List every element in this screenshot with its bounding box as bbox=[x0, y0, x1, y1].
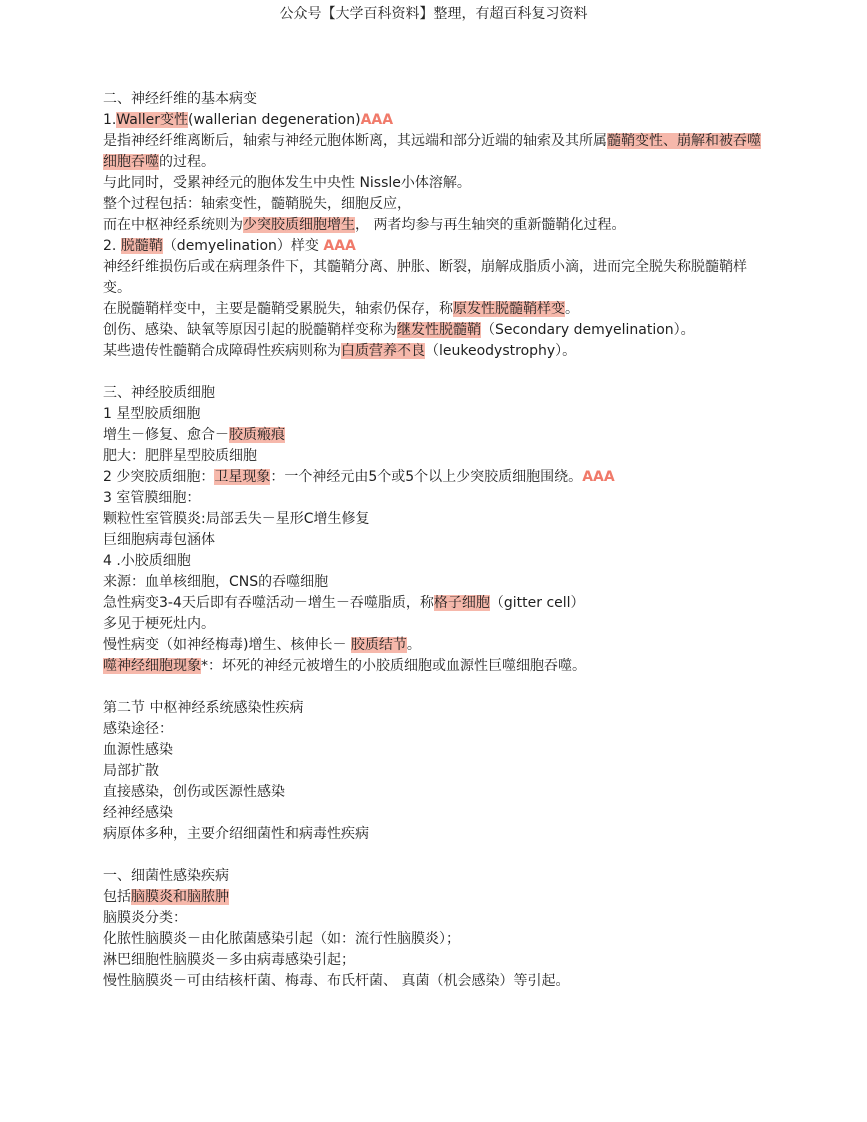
spacer bbox=[103, 362, 763, 383]
paragraph bbox=[103, 341, 763, 362]
text: （demyelination）样变 bbox=[162, 238, 324, 254]
text: 某些遗传性髓鞘合成障碍性疾病则称为 bbox=[103, 343, 341, 359]
importance-tag: AAA bbox=[582, 469, 615, 485]
text: ， 两者均参与再生轴突的重新髓鞘化过程。 bbox=[355, 217, 626, 233]
paragraph bbox=[103, 656, 763, 677]
paragraph: 4 .小胶质细胞 bbox=[103, 553, 191, 569]
text: 。 bbox=[406, 637, 421, 653]
highlight: 继发性脱髓鞘 bbox=[397, 322, 481, 338]
text: (wallerian degeneration) bbox=[188, 112, 361, 128]
text: *：坏死的神经元被增生的小胶质细胞或血源性巨噬细胞吞噬。 bbox=[201, 658, 586, 674]
section-heading: 第二节 中枢神经系统感染性疾病 bbox=[103, 700, 304, 716]
highlight: 少突胶质细胞增生 bbox=[243, 217, 355, 233]
text: 慢性病变（如神经梅毒)增生、核伸长－ bbox=[103, 637, 351, 653]
paragraph: 淋巴细胞性脑膜炎－多由病毒感染引起； bbox=[103, 952, 355, 968]
paragraph: 巨细胞病毒包涵体 bbox=[103, 532, 215, 548]
text: 的过程。 bbox=[159, 154, 215, 170]
spacer bbox=[103, 845, 763, 866]
highlight: 卫星现象 bbox=[214, 469, 271, 485]
highlight: 噬神经细胞现象 bbox=[103, 658, 201, 674]
paragraph: 神经纤维损伤后或在病理条件下，其髓鞘分离、肿胀、断裂，崩解成脂质小滴，进而完全脱失称脱髓鞘样变。 bbox=[103, 259, 747, 296]
highlight: 脱髓鞘 bbox=[120, 238, 163, 254]
paragraph: 1 星型胶质细胞 bbox=[103, 406, 201, 422]
page-header: 公众号【大学百科资料】整理，有超百科复习资料 bbox=[279, 6, 588, 22]
highlight: 原发性脱髓鞘样变 bbox=[453, 301, 565, 317]
text: 创伤、感染、缺氧等原因引起的脱髓鞘样变称为 bbox=[103, 322, 397, 338]
text: 增生－修复、愈合－ bbox=[103, 427, 229, 443]
importance-tag: AAA bbox=[323, 238, 356, 254]
paragraph: 感染途径： bbox=[103, 721, 173, 737]
paragraph: 3 室管膜细胞： bbox=[103, 490, 201, 506]
paragraph: 整个过程包括：轴索变性，髓鞘脱失，细胞反应， bbox=[103, 196, 411, 212]
subheading-demyelination bbox=[103, 236, 763, 257]
paragraph bbox=[103, 215, 763, 236]
paragraph bbox=[103, 131, 763, 173]
paragraph bbox=[103, 635, 763, 656]
paragraph: 来源：血单核细胞，CNS的吞噬细胞 bbox=[103, 574, 329, 590]
paragraph: 直接感染，创伤或医源性感染 bbox=[103, 784, 285, 800]
text: 急性病变3-4天后即有吞噬活动－增生－吞噬脂质，称 bbox=[103, 595, 434, 611]
text: （gitter cell） bbox=[489, 595, 585, 611]
document-body bbox=[103, 89, 763, 992]
text: ：一个神经元由5个或5个以上少突胶质细胞围绕。 bbox=[270, 469, 583, 485]
paragraph: 脑膜炎分类： bbox=[103, 910, 187, 926]
text: 包括 bbox=[103, 889, 131, 905]
paragraph bbox=[103, 425, 763, 446]
highlight: 格子细胞 bbox=[433, 595, 490, 611]
paragraph: 多见于梗死灶内。 bbox=[103, 616, 215, 632]
text: （Secondary demyelination）。 bbox=[481, 322, 695, 338]
importance-tag: AAA bbox=[360, 112, 394, 128]
highlight: 胶质瘢痕 bbox=[229, 427, 285, 443]
highlight: 髓鞘变性、崩解和被吞噬细胞吞噬 bbox=[103, 133, 761, 170]
text: 2. bbox=[103, 238, 121, 254]
paragraph: 病原体多种，主要介绍细菌性和病毒性疾病 bbox=[103, 826, 369, 842]
text: （leukeodystrophy）。 bbox=[425, 343, 577, 359]
spacer bbox=[103, 677, 763, 698]
paragraph: 颗粒性室管膜炎:局部丢失－星形C增生修复 bbox=[103, 511, 370, 527]
text: 1. bbox=[103, 112, 117, 128]
paragraph bbox=[103, 299, 763, 320]
text: 在脱髓鞘样变中，主要是髓鞘受累脱失，轴索仍保存，称 bbox=[103, 301, 453, 317]
paragraph bbox=[103, 593, 763, 614]
paragraph bbox=[103, 887, 763, 908]
text: 。 bbox=[565, 301, 579, 317]
highlight: 白质营养不良 bbox=[341, 343, 425, 359]
section-heading: 一、细菌性感染疾病 bbox=[103, 868, 229, 884]
paragraph bbox=[103, 467, 763, 488]
text: 而在中枢神经系统则为 bbox=[103, 217, 243, 233]
paragraph: 化脓性脑膜炎－由化脓菌感染引起（如：流行性脑膜炎）； bbox=[103, 931, 460, 947]
highlight: 胶质结节 bbox=[350, 637, 407, 653]
subheading-waller bbox=[103, 110, 763, 131]
paragraph bbox=[103, 320, 763, 341]
text: 是指神经纤维离断后，轴索与神经元胞体断离，其远端和部分近端的轴索及其所属 bbox=[103, 133, 607, 149]
highlight: 脑膜炎和脑脓肿 bbox=[131, 889, 229, 905]
text: 2 少突胶质细胞： bbox=[103, 469, 215, 485]
section-heading: 二、神经纤维的基本病变 bbox=[103, 91, 257, 107]
section-heading: 三、神经胶质细胞 bbox=[103, 385, 215, 401]
paragraph: 血源性感染 bbox=[103, 742, 173, 758]
paragraph: 肥大：肥胖星型胶质细胞 bbox=[103, 448, 257, 464]
paragraph: 经神经感染 bbox=[103, 805, 173, 821]
paragraph: 慢性脑膜炎－可由结核杆菌、梅毒、布氏杆菌、 真菌（机会感染）等引起。 bbox=[103, 973, 570, 989]
paragraph: 局部扩散 bbox=[103, 763, 159, 779]
highlight: Waller变性 bbox=[116, 112, 189, 128]
paragraph: 与此同时，受累神经元的胞体发生中央性 Nissle小体溶解。 bbox=[103, 175, 471, 191]
